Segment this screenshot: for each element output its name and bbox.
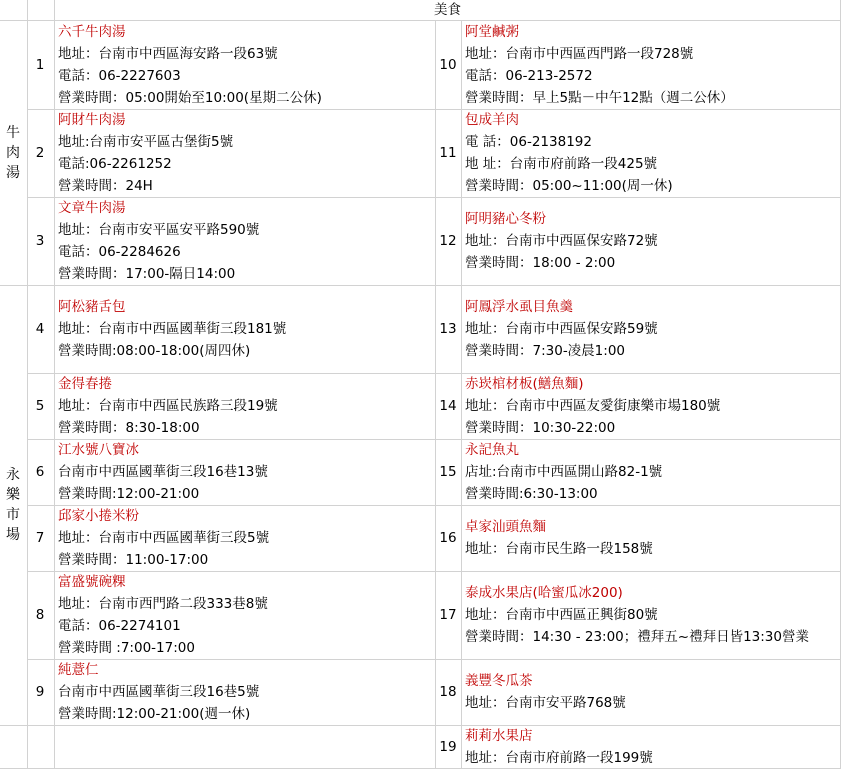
restaurant-detail: 營業時間：17:00-隔日14:00 — [58, 266, 236, 282]
restaurant-name: 文章牛肉湯 — [58, 200, 126, 216]
grid-line — [27, 0, 28, 769]
restaurant-name: 阿鳳浮水虱目魚羹 — [465, 299, 573, 315]
restaurant-detail: 營業時間：早上5點－中午12點（週二公休） — [465, 90, 734, 106]
restaurant-detail: 電話:06-2261252 — [58, 156, 172, 172]
restaurant-detail: 營業時間：05:00~11:00(周一休) — [465, 178, 673, 194]
restaurant-detail: 地址：台南市中西區友愛街康樂市場180號 — [465, 398, 721, 414]
restaurant-name: 泰成水果店(哈蜜瓜冰200) — [465, 585, 623, 601]
restaurant-detail: 電話：06-213-2572 — [465, 68, 593, 84]
grid-line — [27, 197, 841, 198]
row-number[interactable]: 9 — [35, 684, 45, 700]
restaurant-detail: 營業時間：05:00開始至10:00(星期二公休) — [58, 90, 322, 106]
grid-line — [0, 725, 841, 726]
restaurant-entry[interactable] — [461, 439, 841, 505]
restaurant-entry[interactable] — [461, 505, 841, 571]
restaurant-name: 六千牛肉湯 — [58, 24, 126, 40]
grid-line — [27, 439, 841, 440]
restaurant-detail: 電話：06-2284626 — [58, 244, 181, 260]
restaurant-name: 永記魚丸 — [465, 442, 519, 458]
restaurant-detail: 地址：台南市中西區民族路三段19號 — [58, 398, 278, 414]
row-number[interactable]: 11 — [439, 145, 457, 161]
restaurant-name: 阿堂鹹粥 — [465, 24, 519, 40]
grid-line — [27, 373, 841, 374]
restaurant-entry[interactable] — [54, 571, 435, 659]
restaurant-detail: 電話：06-2274101 — [58, 618, 181, 634]
restaurant-name: 義豐冬瓜茶 — [465, 673, 533, 689]
grid-line — [27, 659, 841, 660]
restaurant-detail: 地 址：台南市府前路一段425號 — [465, 156, 658, 172]
restaurant-entry[interactable] — [461, 725, 841, 769]
restaurant-entry[interactable] — [461, 21, 841, 109]
row-number[interactable]: 17 — [439, 607, 457, 623]
restaurant-detail: 地址：台南市中西區國華街三段5號 — [58, 530, 270, 546]
restaurant-name: 邱家小捲米粉 — [58, 508, 139, 524]
row-number[interactable]: 15 — [439, 464, 457, 480]
restaurant-detail: 地址：台南市民生路一段158號 — [465, 541, 653, 557]
restaurant-detail: 營業時間：18:00 - 2:00 — [465, 255, 616, 271]
grid-line — [435, 20, 436, 769]
restaurant-detail: 營業時間：24H — [58, 178, 153, 194]
grid-line — [0, 20, 841, 21]
restaurant-name: 江水號八寶冰 — [58, 442, 139, 458]
category-char: 牛 — [6, 125, 20, 141]
restaurant-entry[interactable] — [54, 439, 435, 505]
restaurant-entry[interactable] — [461, 659, 841, 725]
restaurant-detail: 電 話：06-2138192 — [465, 134, 592, 150]
restaurant-detail: 地址：台南市中西區國華街三段181號 — [58, 321, 287, 337]
restaurant-detail: 地址：台南市安平區安平路590號 — [58, 222, 260, 238]
row-number[interactable]: 5 — [35, 398, 45, 414]
restaurant-entry[interactable] — [461, 197, 841, 285]
restaurant-detail: 台南市中西區國華街三段16巷5號 — [58, 684, 260, 700]
restaurant-detail: 地址：台南市府前路一段199號 — [465, 750, 653, 766]
restaurant-entry[interactable] — [461, 285, 841, 373]
restaurant-detail: 營業時間:6:30-13:00 — [465, 486, 598, 502]
restaurant-detail: 營業時間 :7:00-17:00 — [58, 640, 195, 656]
restaurant-name: 卓家汕頭魚麵 — [465, 519, 546, 535]
grid-line — [461, 20, 462, 769]
row-number[interactable]: 10 — [439, 57, 457, 73]
row-number[interactable]: 6 — [35, 464, 45, 480]
restaurant-entry[interactable] — [461, 109, 841, 197]
row-number[interactable]: 1 — [35, 57, 45, 73]
row-number[interactable]: 7 — [35, 530, 45, 546]
restaurant-entry[interactable] — [54, 505, 435, 571]
row-number[interactable]: 2 — [35, 145, 45, 161]
row-number[interactable]: 19 — [439, 739, 457, 755]
restaurant-detail: 地址：台南市中西區保安路59號 — [465, 321, 658, 337]
grid-line — [27, 505, 841, 506]
restaurant-detail: 營業時間：11:00-17:00 — [58, 552, 209, 568]
row-number[interactable]: 8 — [35, 607, 45, 623]
category-char: 場 — [6, 527, 20, 543]
restaurant-detail: 營業時間：14:30 - 23:00；禮拜五~禮拜日皆13:30營業 — [465, 629, 809, 645]
row-number[interactable]: 14 — [439, 398, 457, 414]
restaurant-detail: 營業時間：8:30-18:00 — [58, 420, 200, 436]
grid-line — [54, 0, 55, 769]
row-number[interactable]: 3 — [35, 233, 45, 249]
category-cell[interactable] — [0, 21, 26, 285]
row-number[interactable]: 12 — [439, 233, 457, 249]
restaurant-name: 包成羊肉 — [465, 112, 519, 128]
row-number[interactable]: 13 — [439, 321, 457, 337]
restaurant-name: 阿松豬舌包 — [58, 299, 126, 315]
restaurant-detail: 地址：台南市西門路二段333巷8號 — [58, 596, 268, 612]
restaurant-detail: 地址：台南市中西區西門路一段728號 — [465, 46, 694, 62]
restaurant-detail: 地址：台南市中西區海安路一段63號 — [58, 46, 278, 62]
restaurant-entry[interactable] — [54, 197, 435, 285]
grid-line — [0, 285, 841, 286]
restaurant-detail: 營業時間:08:00-18:00(周四休) — [58, 343, 251, 359]
restaurant-detail: 地址：台南市中西區保安路72號 — [465, 233, 658, 249]
category-char: 肉 — [6, 145, 20, 161]
restaurant-name: 阿明豬心冬粉 — [465, 211, 546, 227]
restaurant-entry[interactable] — [54, 659, 435, 725]
restaurant-name: 赤崁棺材板(鱔魚麵) — [465, 376, 584, 392]
grid-line — [27, 571, 841, 572]
restaurant-detail: 營業時間：10:30-22:00 — [465, 420, 616, 436]
row-number[interactable]: 4 — [35, 321, 45, 337]
row-number[interactable]: 16 — [439, 530, 457, 546]
category-cell[interactable] — [0, 285, 26, 725]
restaurant-name: 阿財牛肉湯 — [58, 112, 126, 128]
restaurant-entry[interactable] — [54, 285, 435, 373]
restaurant-detail: 店址:台南市中西區開山路82-1號 — [465, 464, 663, 480]
restaurant-detail: 地址：台南市中西區正興街80號 — [465, 607, 658, 623]
restaurant-name: 純薏仁 — [58, 662, 99, 678]
restaurant-name: 莉莉水果店 — [465, 728, 533, 744]
category-char: 市 — [6, 507, 20, 523]
restaurant-detail: 營業時間：7:30-凌晨1:00 — [465, 343, 626, 359]
category-char: 永 — [6, 467, 20, 483]
restaurant-entry[interactable] — [54, 373, 435, 439]
category-char: 湯 — [6, 165, 20, 181]
restaurant-detail: 營業時間:12:00-21:00 — [58, 486, 200, 502]
restaurant-detail: 地址：台南市安平路768號 — [465, 695, 626, 711]
restaurant-detail: 台南市中西區國華街三段16巷13號 — [58, 464, 268, 480]
restaurant-detail: 地址:台南市安平區古堡街5號 — [58, 134, 234, 150]
restaurant-name: 金得春捲 — [58, 376, 112, 392]
restaurant-entry[interactable] — [54, 21, 435, 109]
row-number[interactable]: 18 — [439, 684, 457, 700]
restaurant-entry[interactable] — [54, 109, 435, 197]
grid-line — [27, 109, 841, 110]
category-char: 樂 — [6, 487, 20, 503]
restaurant-entry[interactable] — [461, 373, 841, 439]
restaurant-entry[interactable] — [461, 571, 841, 659]
restaurant-name: 富盛號碗粿 — [58, 574, 126, 590]
restaurant-detail: 電話：06-2227603 — [58, 68, 181, 84]
restaurant-detail: 營業時間:12:00-21:00(週一休) — [58, 706, 251, 722]
table-header[interactable]: 美食 — [434, 2, 461, 18]
